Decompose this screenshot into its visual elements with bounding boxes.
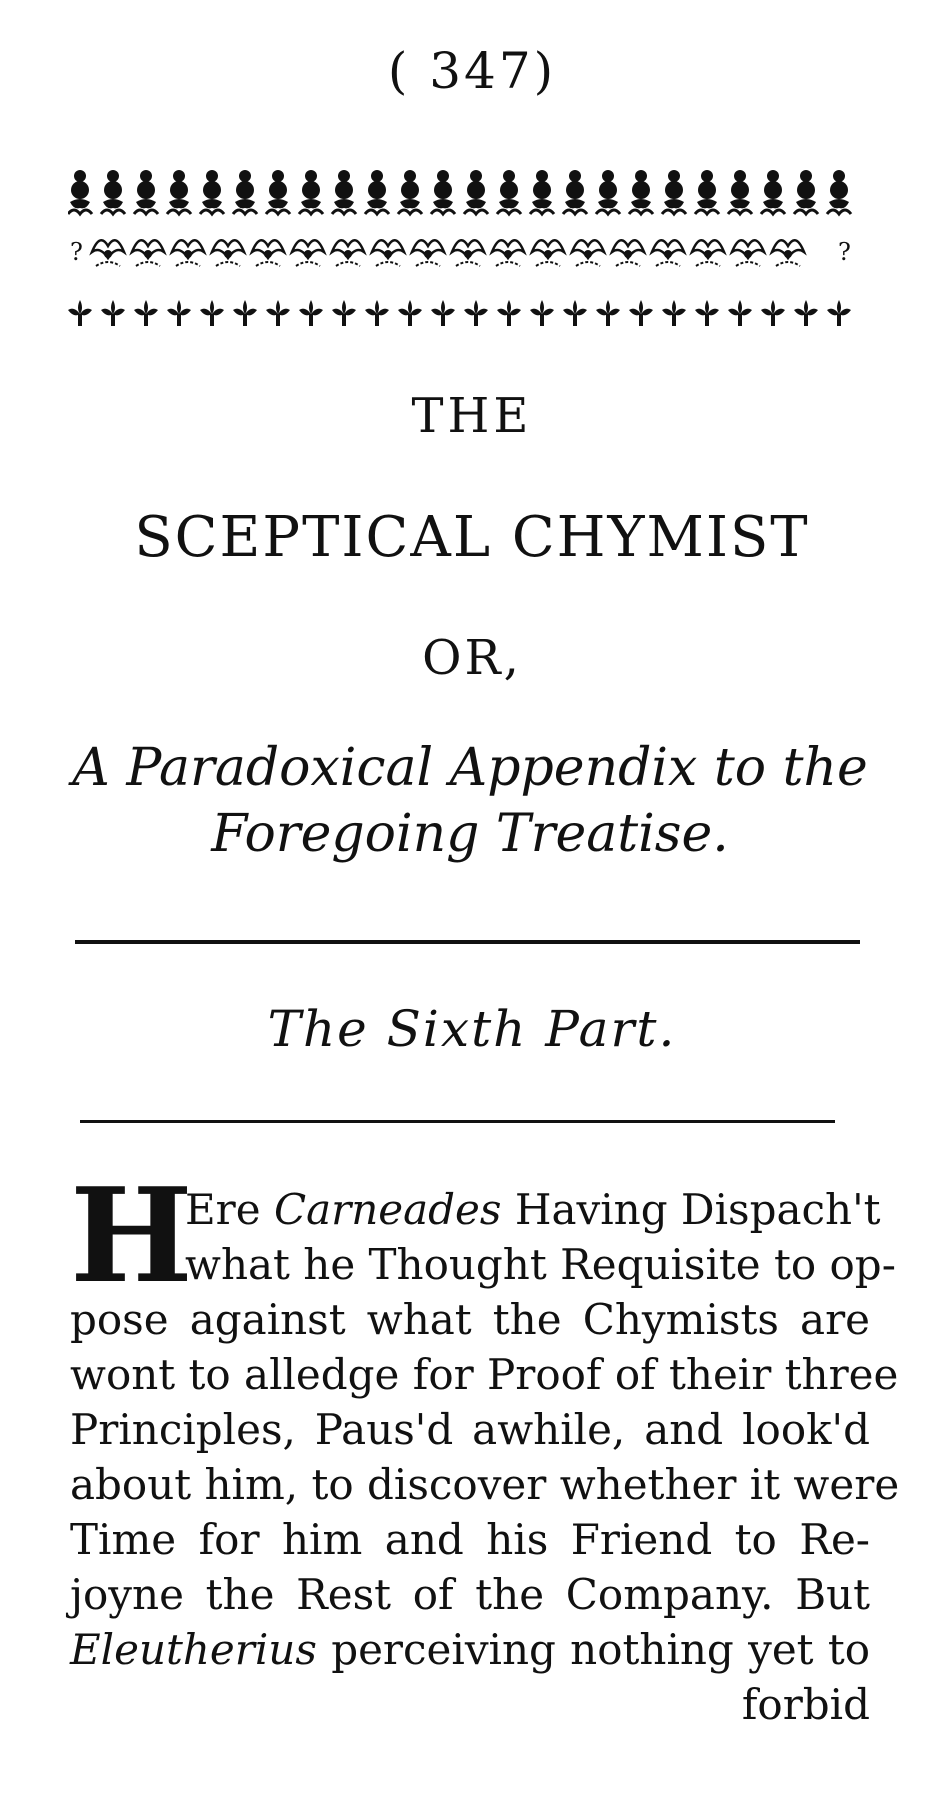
text-line: Principles, Paus'd awhile, and look'd bbox=[70, 1405, 870, 1454]
title-or: OR, bbox=[422, 630, 522, 686]
divider-rule-top bbox=[75, 940, 860, 944]
body-text bbox=[70, 1159, 900, 1732]
title-main: SCEPTICAL CHYMIST bbox=[134, 505, 810, 570]
divider-rule-bottom bbox=[80, 1120, 835, 1123]
svg-text:?: ? bbox=[70, 238, 83, 266]
text-fragment: Having Dispach't bbox=[514, 1185, 881, 1234]
text-line: Time for him and his Friend to Re- bbox=[70, 1515, 870, 1564]
ornament-graphic bbox=[68, 170, 864, 340]
text-line: about him, to discover whether it were bbox=[70, 1460, 900, 1509]
page-number: ( 347) bbox=[387, 42, 557, 100]
name-eleutherius: Eleutherius bbox=[70, 1625, 317, 1674]
drop-cap: H bbox=[70, 1159, 193, 1312]
subtitle-line-1: A Paradoxical Appendix to the bbox=[72, 738, 868, 798]
svg-text:?: ? bbox=[838, 238, 851, 266]
subtitle-line-2: Foregoing Treatise. bbox=[211, 804, 729, 864]
text-line bbox=[185, 1182, 881, 1237]
name-carneades: Carneades bbox=[273, 1185, 502, 1234]
subtitle bbox=[70, 735, 870, 867]
text-line: wont to alledge for Proof of their three bbox=[70, 1350, 899, 1399]
title-the: THE bbox=[411, 388, 533, 444]
text-line: pose against what the Chymists are bbox=[70, 1295, 870, 1344]
text-fragment: perceiving nothing yet to bbox=[331, 1625, 870, 1674]
catchword: forbid bbox=[741, 1680, 870, 1729]
text-line bbox=[70, 1622, 870, 1677]
text-line: what he Thought Requisite to op- bbox=[185, 1240, 896, 1289]
text-fragment: Ere bbox=[185, 1185, 261, 1234]
text-line: joyne the Rest of the Company. But bbox=[70, 1570, 870, 1619]
ornament-band bbox=[68, 170, 864, 340]
part-heading: The Sixth Part. bbox=[267, 1000, 677, 1058]
